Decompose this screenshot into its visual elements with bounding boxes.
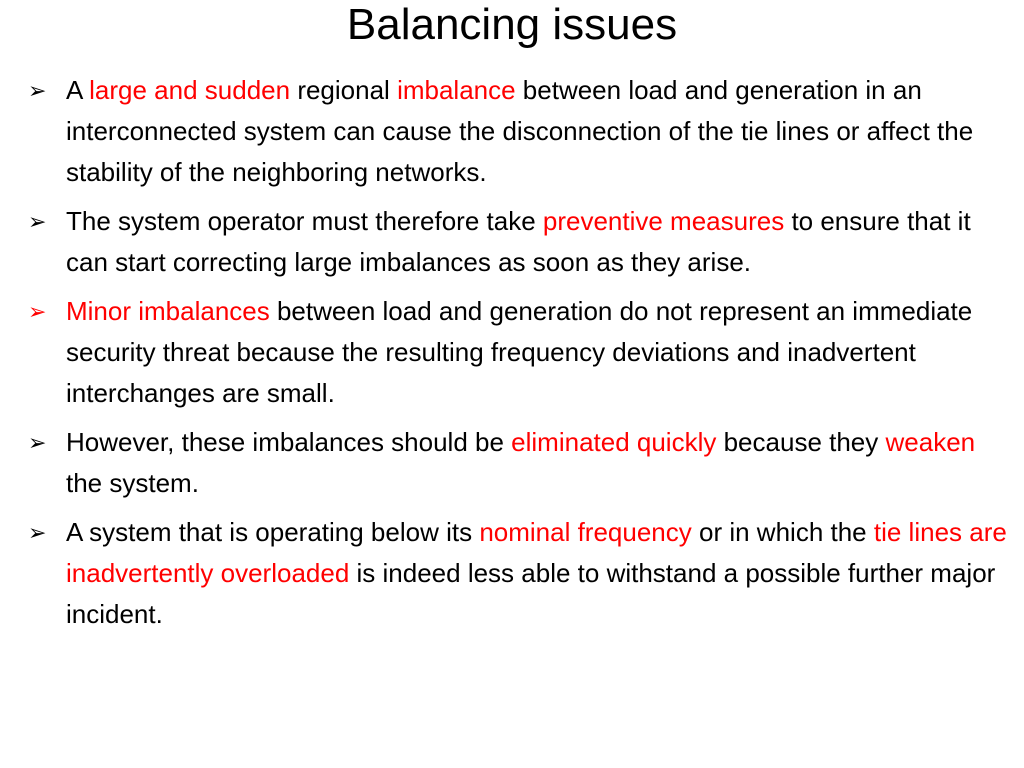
arrowhead-bullet-icon: ➢ bbox=[28, 299, 47, 324]
text-segment: regional bbox=[290, 75, 398, 105]
highlighted-text: nominal frequency bbox=[479, 517, 692, 547]
text-segment: to ensure that it can start correcting large imbalances as soon as they arise. bbox=[66, 206, 971, 277]
bullet-item bbox=[28, 201, 1018, 283]
bullet-text bbox=[66, 517, 1007, 629]
arrowhead-bullet-icon: ➢ bbox=[28, 209, 47, 234]
arrowhead-bullet-icon: ➢ bbox=[28, 520, 47, 545]
bullet-text bbox=[66, 427, 975, 498]
bullet-item bbox=[28, 291, 1018, 414]
text-segment: the system. bbox=[66, 468, 199, 498]
bullet-item bbox=[28, 512, 1018, 635]
highlighted-text: preventive measures bbox=[542, 206, 785, 236]
arrowhead-bullet-icon: ➢ bbox=[28, 430, 47, 455]
bullet-item bbox=[28, 70, 1018, 193]
bullet-text bbox=[66, 75, 973, 187]
text-segment: between load and generation in an interconnected system can cause the disconnection of the tie lines or affect the stability of the neighboring networks. bbox=[66, 75, 974, 187]
highlighted-text: weaken bbox=[885, 427, 976, 457]
highlighted-text: tie lines are inadvertently overloaded bbox=[66, 517, 1007, 588]
bullet-item bbox=[28, 422, 1018, 504]
highlighted-text: eliminated quickly bbox=[511, 427, 717, 457]
text-segment: The system operator must therefore take bbox=[66, 206, 543, 236]
bullet-text bbox=[66, 206, 971, 277]
text-segment: or in which the bbox=[691, 517, 874, 547]
slide-title: Balancing issues bbox=[346, 0, 678, 49]
text-segment: A bbox=[66, 75, 90, 105]
arrowhead-bullet-icon: ➢ bbox=[28, 78, 47, 103]
highlighted-text: large and sudden bbox=[89, 75, 291, 105]
highlighted-text: Minor imbalances bbox=[66, 296, 270, 326]
bullet-list bbox=[28, 70, 1018, 643]
text-segment: because they bbox=[716, 427, 886, 457]
text-segment: between load and generation do not represent an immediate security threat because the resulting frequency deviations and inadvertent interchanges are small. bbox=[66, 296, 973, 408]
text-segment: A system that is operating below its bbox=[66, 517, 480, 547]
text-segment: is indeed less able to withstand a possible further major incident. bbox=[66, 558, 996, 629]
text-segment: However, these imbalances should be bbox=[66, 427, 512, 457]
highlighted-text: imbalance bbox=[397, 75, 516, 105]
bullet-text bbox=[66, 296, 972, 408]
